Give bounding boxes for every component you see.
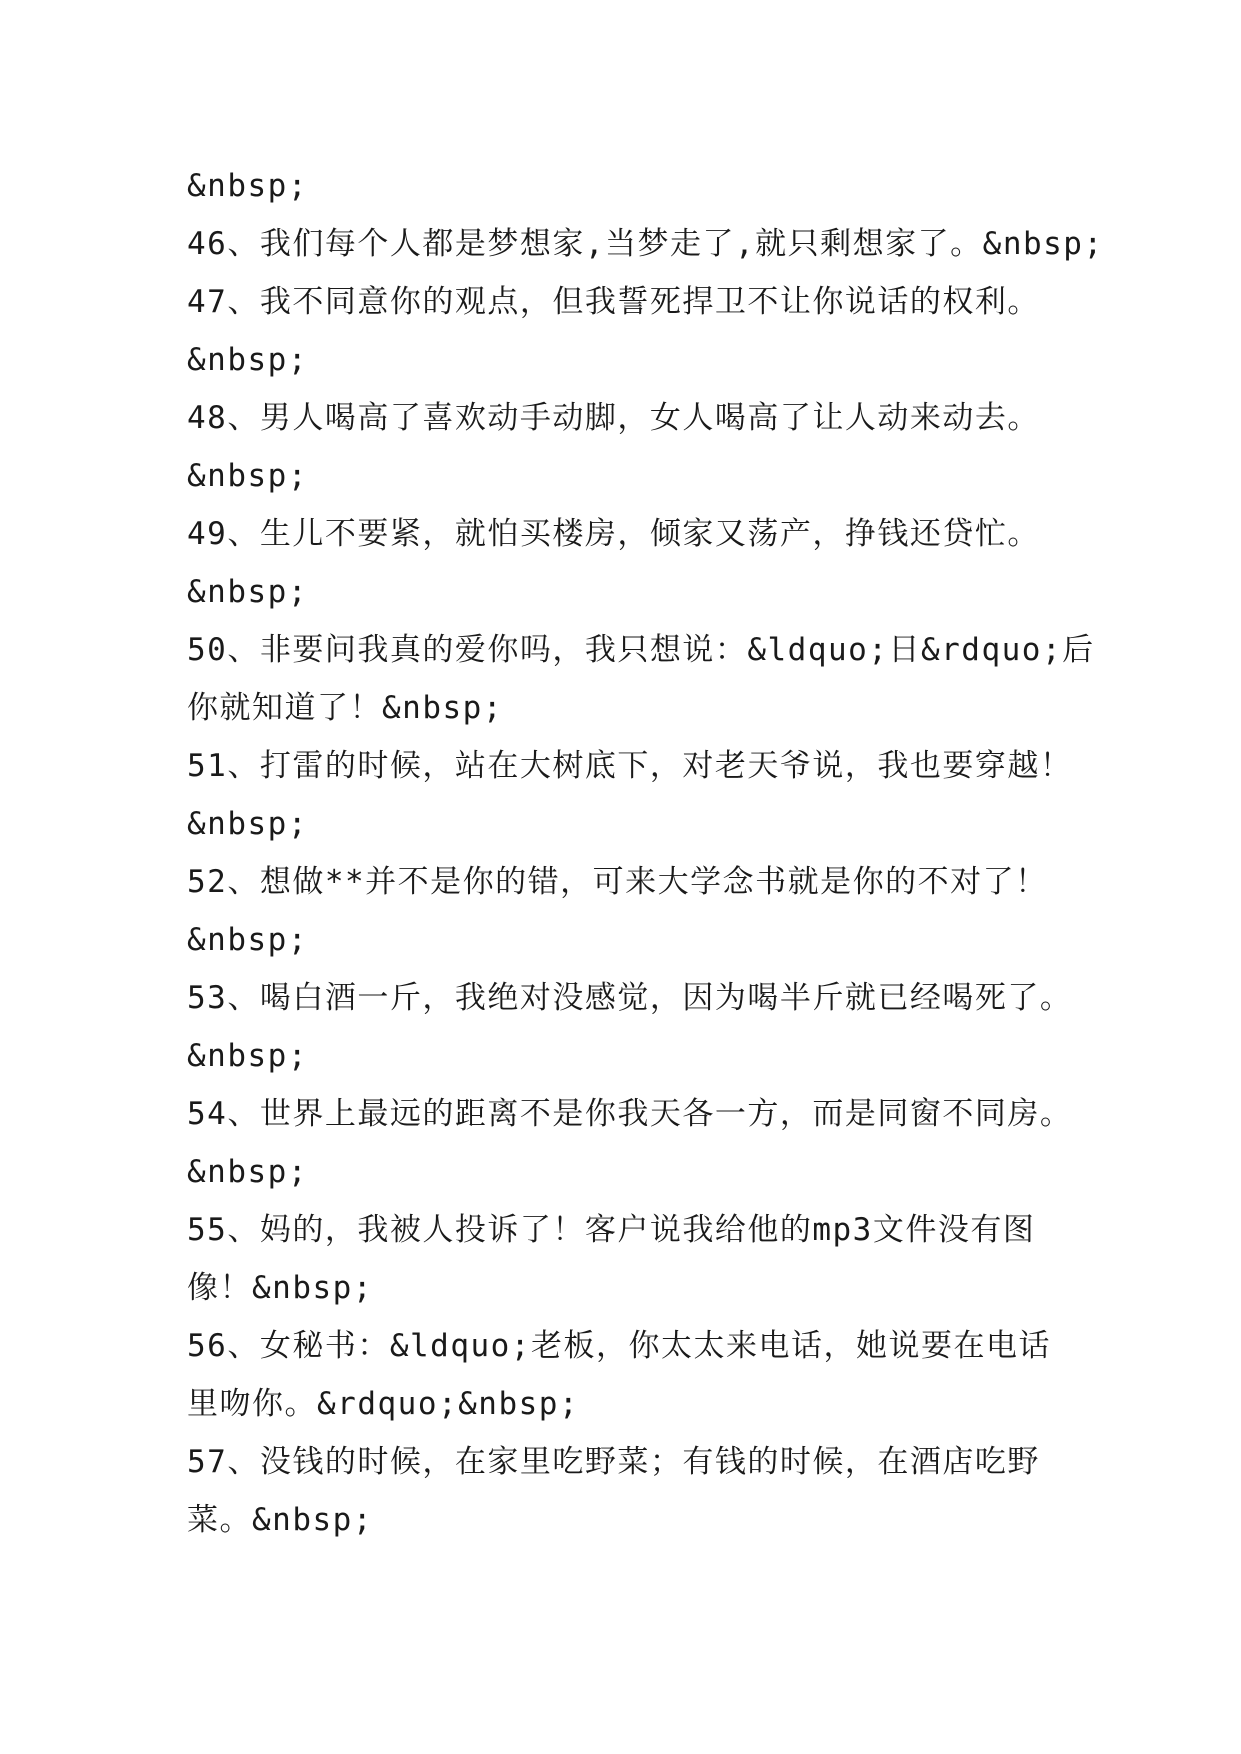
text-line: 56、女秘书：&ldquo;老板，你太太来电话，她说要在电话 <box>187 1328 1051 1364</box>
text-line: 你就知道了！&nbsp; <box>187 690 503 726</box>
text-line: 53、喝白酒一斤，我绝对没感觉，因为喝半斤就已经喝死了。 <box>187 980 1073 1016</box>
text-line: &nbsp; <box>187 342 308 378</box>
text-line: 55、妈的，我被人投诉了！客户说我给他的mp3文件没有图 <box>187 1212 1036 1248</box>
text-line: 57、没钱的时候，在家里吃野菜；有钱的时候，在酒店吃野 <box>187 1444 1040 1480</box>
text-line: 里吻你。&rdquo;&nbsp; <box>187 1386 580 1422</box>
text-line: 52、想做**并不是你的错，可来大学念书就是你的不对了！ <box>187 864 1048 900</box>
text-line: &nbsp; <box>187 922 308 958</box>
text-line: &nbsp; <box>187 1038 308 1074</box>
text-line: 47、我不同意你的观点，但我誓死捍卫不让你说话的权利。 <box>187 284 1040 320</box>
text-line: 54、世界上最远的距离不是你我天各一方，而是同窗不同房。 <box>187 1096 1073 1132</box>
document-body <box>187 157 1104 1549</box>
text-line: 50、非要问我真的爱你吗，我只想说：&ldquo;日&rdquo;后 <box>187 632 1095 668</box>
text-line: &nbsp; <box>187 574 308 610</box>
text-line: 49、生儿不要紧，就怕买楼房，倾家又荡产，挣钱还贷忙。 <box>187 516 1040 552</box>
text-line: 菜。&nbsp; <box>187 1502 373 1538</box>
text-line: 像！&nbsp; <box>187 1270 373 1306</box>
text-line: 48、男人喝高了喜欢动手动脚，女人喝高了让人动来动去。 <box>187 400 1040 436</box>
text-line: &nbsp; <box>187 1154 308 1190</box>
text-line: &nbsp; <box>187 458 308 494</box>
text-line: 51、打雷的时候，站在大树底下，对老天爷说，我也要穿越！ <box>187 748 1073 784</box>
text-line: 46、我们每个人都是梦想家,当梦走了,就只剩想家了。&nbsp; <box>187 226 1104 262</box>
text-line: &nbsp; <box>187 168 308 204</box>
text-line: &nbsp; <box>187 806 308 842</box>
